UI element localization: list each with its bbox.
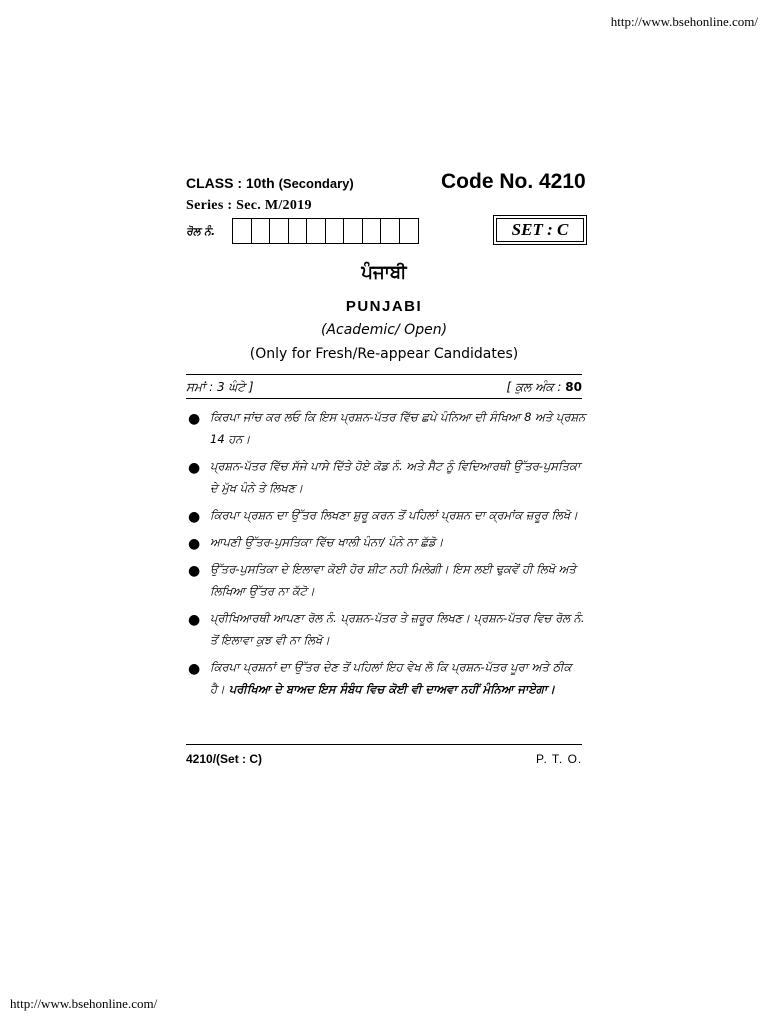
class-sub: (Secondary) <box>278 176 354 191</box>
marks-text: [ ਕੁਲ ਅੰਕ : <box>506 380 562 394</box>
instruction-item <box>186 607 586 651</box>
instruction-item <box>186 531 586 553</box>
bullet-icon: ● <box>188 460 201 476</box>
roll-box <box>252 219 271 243</box>
header-url: http://www.bsehonline.com/ <box>610 14 758 29</box>
series-label: Series : Sec. M/2019 <box>186 198 312 213</box>
bullet-icon: ● <box>188 563 201 579</box>
roll-box <box>400 219 419 243</box>
footer-url: http://www.bsehonline.com/ <box>10 996 158 1011</box>
instruction-item <box>186 656 586 700</box>
instruction-item <box>186 406 586 450</box>
instruction-text: ਪ੍ਰਸ਼ਨ-ਪੱਤਰ ਵਿੱਚ ਸੱਜੇ ਪਾਸੇ ਦਿੱਤੇ ਹੋਏ ਕੋਡ ਨੰ. ਅਤੇ ਸੈਟ ਨੂੰ ਵਿਦਿਆਰਥੀ ਉੱਤਰ-ਪੁਸਤਿਕਾ ਦੇ ਮੁੱਖ ਪੰਨੇ ਤੇ ਲਿਖਣ। <box>210 459 581 495</box>
mode-label: (Academic/ Open) <box>320 322 448 338</box>
class-label <box>186 175 354 191</box>
candidates-label: (Only for Fresh/Re-appear Candidates) <box>249 346 519 362</box>
roll-box <box>270 219 289 243</box>
instruction-list <box>186 406 586 705</box>
divider <box>186 744 582 745</box>
instruction-text: ਕਿਰਪਾ ਪ੍ਰਸ਼ਨ ਦਾ ਉੱਤਰ ਲਿਖਣਾ ਸ਼ੁਰੂ ਕਰਨ ਤੋਂ ਪਹਿਲਾਂ ਪ੍ਰਸ਼ਨ ਦਾ ਕ੍ਰਮਾਂਕ ਜ਼ਰੂਰ ਲਿਖੋ। <box>210 508 578 522</box>
instruction-item <box>186 504 586 526</box>
instruction-text: ਕਿਰਪਾ ਪ੍ਰਸ਼ਨਾਂ ਦਾ ਉੱਤਰ ਦੇਣ ਤੋਂ ਪਹਿਲਾਂ ਇਹ ਵੇਖ ਲੋ ਕਿ ਪ੍ਰਸ਼ਨ-ਪੱਤਰ ਪੂਰਾ ਅਤੇ ਠੀਕ ਹੈ। <box>210 660 572 696</box>
marks-label <box>507 380 583 395</box>
instruction-bold-text: ਪਰੀਖਿਆ ਦੇ ਬਾਅਦ ਇਸ ਸੰਬੰਧ ਵਿਚ ਕੋਈ ਵੀ ਦਾਅਵਾ ਨਹੀਂ ਮੰਨਿਆ ਜਾਏਗਾ। <box>224 682 555 696</box>
instruction-text: ਉੱਤਰ-ਪੁਸਤਿਕਾ ਦੇ ਇਲਾਵਾ ਕੋਈ ਹੋਰ ਸ਼ੀਟ ਨਹੀ ਮਿਲੇਗੀ। ਇਸ ਲਈ ਢੁਕਵੇਂ ਹੀ ਲਿਖੋ ਅਤੇ ਲਿਖਿਆ ਉੱਤਰ ਨਾ ਕੱਟੋ। <box>210 562 576 598</box>
divider <box>186 374 582 375</box>
roll-box <box>289 219 308 243</box>
roll-box <box>344 219 363 243</box>
bullet-icon: ● <box>188 509 201 525</box>
marks-value: 80 <box>565 380 582 394</box>
instruction-text: ਆਪਣੀ ਉੱਤਰ-ਪੁਸਤਿਕਾ ਵਿੱਚ ਖਾਲੀ ਪੰਨਾ/ ਪੰਨੇ ਨਾ ਛੱਡੋ। <box>210 535 444 549</box>
set-label: SET : C <box>496 218 584 242</box>
instruction-text: ਪ੍ਰੀਖਿਆਰਥੀ ਆਪਣਾ ਰੋਲ ਨੰ. ਪ੍ਰਸ਼ਨ-ਪੱਤਰ ਤੇ ਜ਼ਰੂਰ ਲਿਖਣ। ਪ੍ਰਸ਼ਨ-ਪੱਤਰ ਵਿਚ ਰੋਲ ਨੰ. ਤੋਂ ਇਲਾਵਾ ਕੁਝ ਵੀ ਨਾ ਲਿਖੋ। <box>210 611 585 647</box>
instruction-text: ਕਿਰਪਾ ਜਾਂਚ ਕਰ ਲਓ ਕਿ ਇਸ ਪ੍ਰਸ਼ਨ-ਪੱਤਰ ਵਿੱਚ ਛਪੇ ਪੰਨਿਆ ਦੀ ਸੰਖਿਆ 8 ਅਤੇ ਪ੍ਰਸ਼ਨ 14 ਹਨ। <box>210 410 586 446</box>
roll-box <box>326 219 345 243</box>
bullet-icon: ● <box>188 411 201 427</box>
roll-box <box>381 219 400 243</box>
roll-number-label: ਰੋਲ ਨੰ. <box>186 225 216 238</box>
bullet-icon: ● <box>188 612 201 628</box>
roll-number-boxes <box>232 218 419 244</box>
class-main: CLASS : 10th <box>186 175 275 191</box>
subject-punjabi: ਪੰਜਾਬੀ <box>361 262 407 283</box>
divider <box>186 398 582 399</box>
bullet-icon: ● <box>188 536 201 552</box>
bullet-icon: ● <box>188 661 201 677</box>
instruction-item <box>186 455 586 499</box>
roll-box <box>307 219 326 243</box>
code-number: Code No. 4210 <box>441 170 586 193</box>
footer-code: 4210/(Set : C) <box>186 752 263 766</box>
time-label: ਸਮਾਂ : 3 ਘੰਟੇ ] <box>186 380 254 394</box>
subject-english: PUNJABI <box>345 298 423 315</box>
roll-box <box>233 219 252 243</box>
instruction-item <box>186 558 586 602</box>
roll-box <box>363 219 382 243</box>
pto-label: P. T. O. <box>536 752 583 766</box>
